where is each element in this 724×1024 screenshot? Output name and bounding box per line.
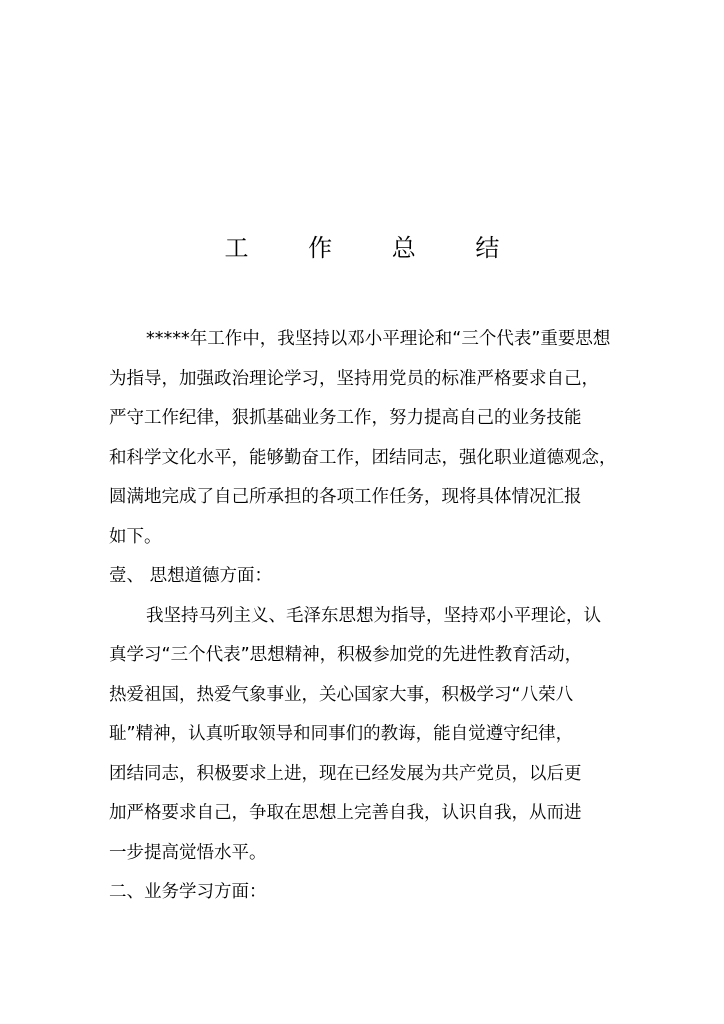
paragraph-line: 热爱祖国，热爱气象事业，关心国家大事，积极学习“八荣八 — [109, 685, 574, 705]
paragraph-line: 圆满地完成了自己所承担的各项工作任务，现将具体情况汇报 — [109, 487, 582, 507]
paragraph-line: 团结同志，积极要求上进，现在已经发展为共产党员，以后更 — [109, 764, 582, 784]
paragraph-line: *****年工作中，我坚持以邓小平理论和“三个代表”重要思想 — [146, 329, 611, 349]
paragraph-line: 真学习“三个代表”思想精神，积极参加党的先进性教育活动， — [109, 645, 583, 665]
paragraph-line: 严守工作纪律，狠抓基础业务工作，努力提高自己的业务技能 — [109, 408, 582, 428]
document-title: 工 作 总 结 — [224, 234, 526, 262]
section-heading-2: 二、业务学习方面： — [109, 882, 267, 902]
paragraph-line: 如下。 — [109, 527, 162, 547]
section-heading-1: 壹、 思想道德方面： — [109, 566, 273, 586]
paragraph-line: 和科学文化水平，能够勤奋工作，团结同志，强化职业道德观念， — [109, 448, 617, 468]
paragraph-line: 为指导，加强政治理论学习，坚持用党员的标准严格要求自己， — [109, 369, 599, 389]
paragraph-line: 我坚持马列主义、毛泽东思想为指导，坚持邓小平理论，认 — [146, 606, 601, 626]
paragraph-line: 一步提高觉悟水平。 — [109, 843, 267, 863]
paragraph-line: 耻”精神，认真听取领导和同事们的教诲，能自觉遵守纪律， — [109, 724, 574, 744]
paragraph-line: 加严格要求自己，争取在思想上完善自我，认识自我，从而进 — [109, 803, 582, 823]
